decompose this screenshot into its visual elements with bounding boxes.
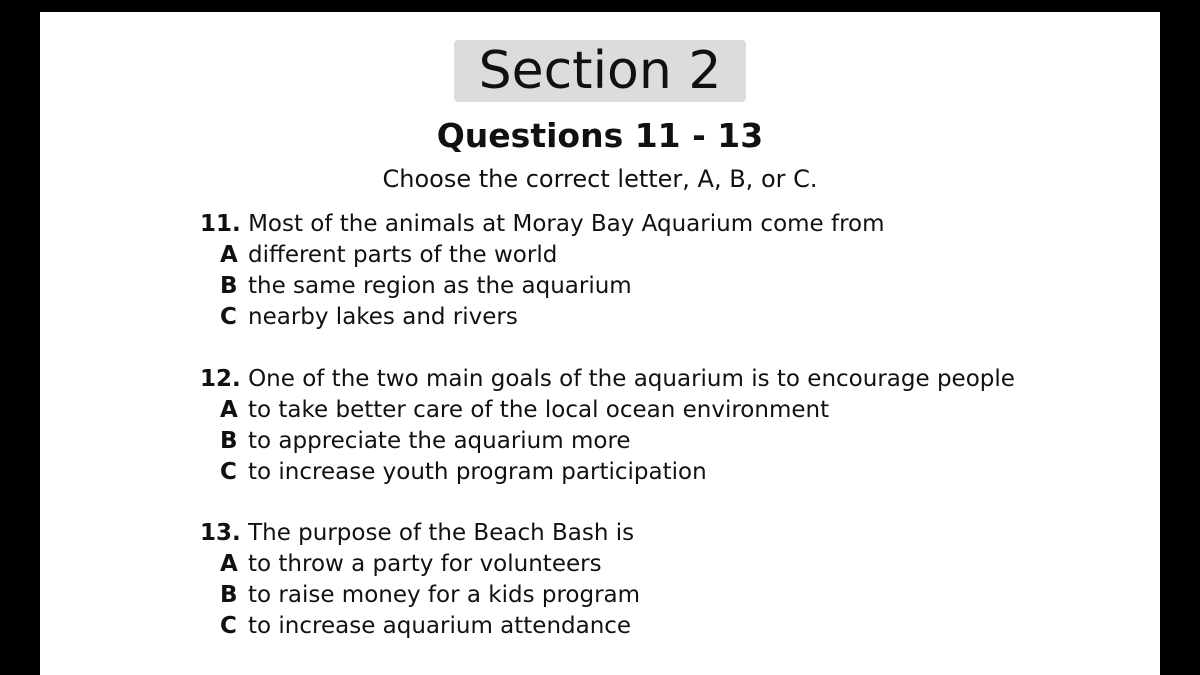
option-letter: C (220, 459, 237, 485)
question-12 (200, 364, 1100, 488)
option-a[interactable] (200, 549, 1100, 580)
question-number: 13. (200, 520, 241, 546)
option-letter: A (220, 242, 238, 268)
option-text: to increase aquarium attendance (248, 613, 632, 639)
option-b[interactable] (200, 426, 1100, 457)
section-title: Section 2 (454, 40, 746, 102)
option-a[interactable] (200, 240, 1100, 271)
question-text: The purpose of the Beach Bash is (248, 520, 635, 546)
option-letter: B (220, 273, 238, 299)
question-stem (200, 209, 1100, 240)
option-c[interactable] (200, 611, 1100, 642)
option-b[interactable] (200, 580, 1100, 611)
option-a[interactable] (200, 395, 1100, 426)
question-text: One of the two main goals of the aquarium is to encourage people (248, 366, 1015, 392)
option-letter: C (220, 613, 237, 639)
option-text: to appreciate the aquarium more (248, 428, 631, 454)
option-letter: B (220, 428, 238, 454)
option-text: different parts of the world (248, 242, 558, 268)
option-c[interactable] (200, 302, 1100, 333)
question-13 (200, 518, 1100, 642)
option-text: nearby lakes and rivers (248, 304, 518, 330)
option-letter: B (220, 582, 238, 608)
option-letter: C (220, 304, 237, 330)
option-text: to take better care of the local ocean environment (248, 397, 830, 423)
question-text: Most of the animals at Moray Bay Aquarium come from (248, 211, 885, 237)
option-text: to raise money for a kids program (248, 582, 641, 608)
instructions-text: Choose the correct letter, A, B, or C. (382, 165, 818, 193)
option-letter: A (220, 397, 238, 423)
option-letter: A (220, 551, 238, 577)
questions-heading: Questions 11 - 13 (436, 116, 764, 155)
question-number: 11. (200, 211, 241, 237)
option-b[interactable] (200, 271, 1100, 302)
question-stem (200, 518, 1100, 549)
question-11 (200, 209, 1100, 333)
option-text: the same region as the aquarium (248, 273, 632, 299)
option-text: to increase youth program participation (248, 459, 707, 485)
question-stem (200, 364, 1100, 395)
document-page (40, 12, 1160, 675)
question-number: 12. (200, 366, 241, 392)
option-c[interactable] (200, 457, 1100, 488)
option-text: to throw a party for volunteers (248, 551, 602, 577)
